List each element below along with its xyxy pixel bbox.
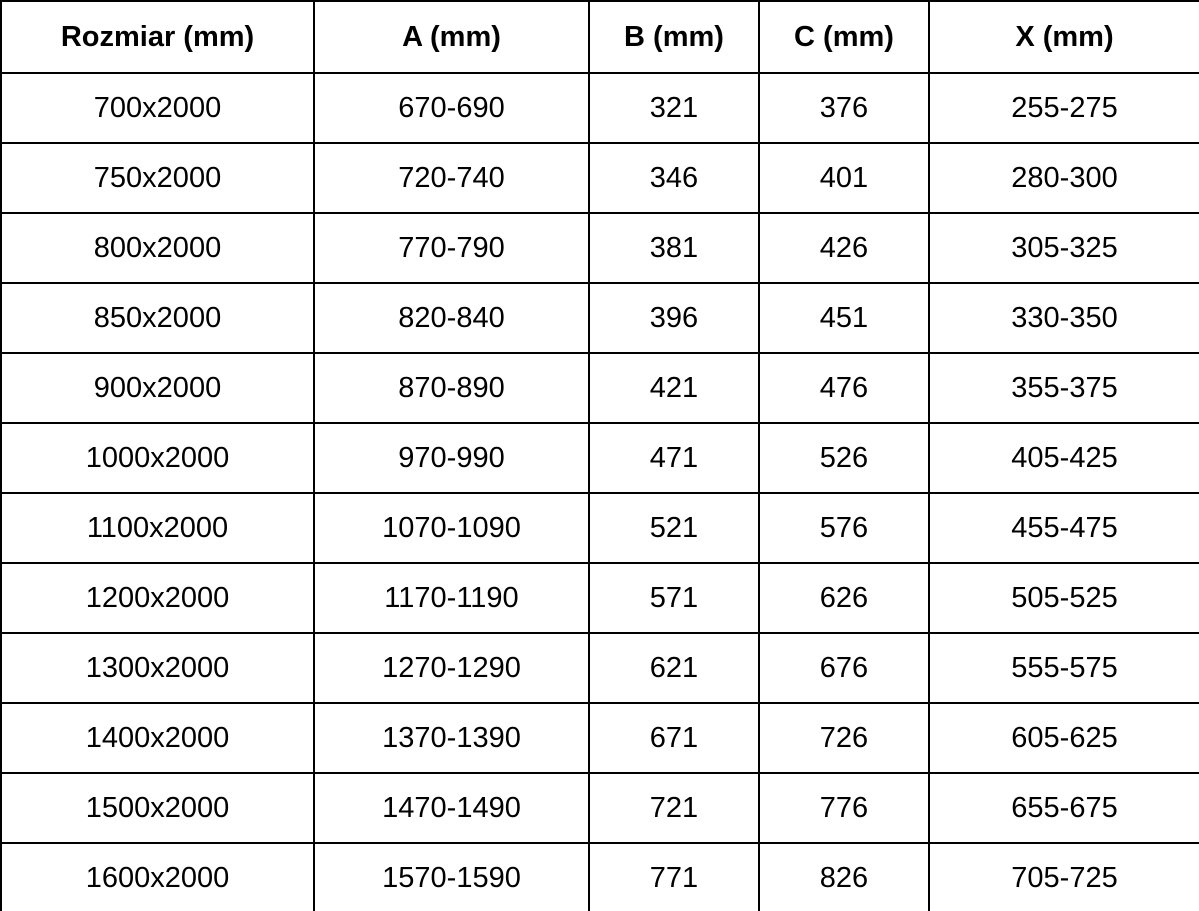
table-row [1, 73, 1199, 143]
table-cell: 1200x2000 [1, 563, 314, 633]
table-cell: 521 [589, 493, 759, 563]
table-cell: 621 [589, 633, 759, 703]
table-cell: 676 [759, 633, 929, 703]
table-cell: 355-375 [929, 353, 1199, 423]
table-cell: 655-675 [929, 773, 1199, 843]
table-row [1, 283, 1199, 353]
table-row [1, 423, 1199, 493]
table-cell: 826 [759, 843, 929, 911]
table-cell: 421 [589, 353, 759, 423]
table-cell: 820-840 [314, 283, 589, 353]
table-cell: 700x2000 [1, 73, 314, 143]
table-cell: 1100x2000 [1, 493, 314, 563]
table-cell: 800x2000 [1, 213, 314, 283]
table-cell: 280-300 [929, 143, 1199, 213]
table-cell: 576 [759, 493, 929, 563]
table-cell: 1070-1090 [314, 493, 589, 563]
column-header-a: A (mm) [314, 1, 589, 73]
table-cell: 1300x2000 [1, 633, 314, 703]
table-cell: 555-575 [929, 633, 1199, 703]
table-cell: 396 [589, 283, 759, 353]
table-cell: 255-275 [929, 73, 1199, 143]
table-cell: 1500x2000 [1, 773, 314, 843]
table-row [1, 143, 1199, 213]
header-row [1, 1, 1199, 73]
table-cell: 721 [589, 773, 759, 843]
table-row [1, 773, 1199, 843]
table-cell: 330-350 [929, 283, 1199, 353]
table-cell: 750x2000 [1, 143, 314, 213]
column-header-c: C (mm) [759, 1, 929, 73]
table-cell: 1370-1390 [314, 703, 589, 773]
table-row [1, 633, 1199, 703]
table-cell: 850x2000 [1, 283, 314, 353]
table-cell: 771 [589, 843, 759, 911]
table-cell: 571 [589, 563, 759, 633]
table-cell: 471 [589, 423, 759, 493]
table-cell: 376 [759, 73, 929, 143]
table-cell: 705-725 [929, 843, 1199, 911]
table-cell: 1400x2000 [1, 703, 314, 773]
table-cell: 451 [759, 283, 929, 353]
table-row [1, 703, 1199, 773]
table-cell: 1470-1490 [314, 773, 589, 843]
table-cell: 970-990 [314, 423, 589, 493]
table-cell: 1270-1290 [314, 633, 589, 703]
table-cell: 476 [759, 353, 929, 423]
table-cell: 321 [589, 73, 759, 143]
table-cell: 720-740 [314, 143, 589, 213]
table-cell: 401 [759, 143, 929, 213]
table-row [1, 843, 1199, 911]
table-cell: 1600x2000 [1, 843, 314, 911]
table-cell: 1000x2000 [1, 423, 314, 493]
table-row [1, 353, 1199, 423]
column-header-x: X (mm) [929, 1, 1199, 73]
table-cell: 671 [589, 703, 759, 773]
table-body [1, 73, 1199, 911]
table-cell: 900x2000 [1, 353, 314, 423]
table-row [1, 563, 1199, 633]
table-cell: 1170-1190 [314, 563, 589, 633]
table-row [1, 213, 1199, 283]
table-cell: 305-325 [929, 213, 1199, 283]
table-cell: 526 [759, 423, 929, 493]
table-cell: 346 [589, 143, 759, 213]
table-cell: 670-690 [314, 73, 589, 143]
column-header-b: B (mm) [589, 1, 759, 73]
table-cell: 381 [589, 213, 759, 283]
table-cell: 505-525 [929, 563, 1199, 633]
table-row [1, 493, 1199, 563]
table-cell: 426 [759, 213, 929, 283]
table-cell: 1570-1590 [314, 843, 589, 911]
table-cell: 605-625 [929, 703, 1199, 773]
table-cell: 870-890 [314, 353, 589, 423]
table-cell: 726 [759, 703, 929, 773]
table-cell: 770-790 [314, 213, 589, 283]
table-cell: 405-425 [929, 423, 1199, 493]
table-cell: 455-475 [929, 493, 1199, 563]
column-header-rozmiar: Rozmiar (mm) [1, 1, 314, 73]
table-cell: 626 [759, 563, 929, 633]
table-cell: 776 [759, 773, 929, 843]
